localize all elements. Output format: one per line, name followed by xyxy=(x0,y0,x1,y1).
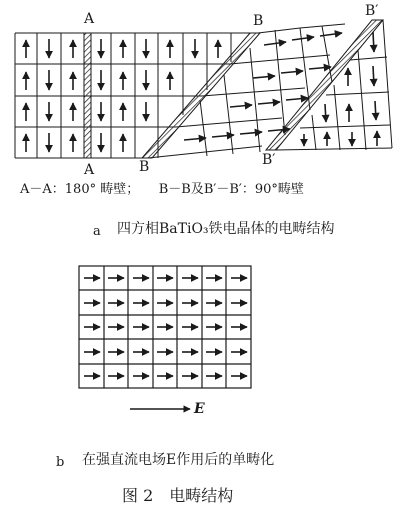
label-a-bottom: A xyxy=(84,162,95,178)
label-b-bottom: B xyxy=(139,159,150,175)
figure-title: 图 2 电畴结构 xyxy=(122,486,234,505)
wall-a-a xyxy=(84,33,91,158)
single-domain-grid xyxy=(79,266,251,388)
domain-walls xyxy=(84,20,383,158)
caption-a-letter: a xyxy=(93,224,101,239)
field-label-e: E xyxy=(194,401,205,417)
domain-wall-legend: A－A：180° 畴壁； B－B及B′－B′：90°畴壁 xyxy=(20,182,304,197)
label-a-top: A xyxy=(84,11,95,27)
label-bp-bottom: B′ xyxy=(262,152,276,168)
label-b-top: B xyxy=(253,13,264,29)
aligned-polarization-arrows xyxy=(84,278,247,376)
domain-structure-diagram xyxy=(0,0,400,180)
caption-b-letter: b xyxy=(56,455,65,470)
left-grid xyxy=(15,33,260,158)
caption-b: 在强直流电场E作用后的单畴化 xyxy=(82,452,275,468)
label-bp-top: B′ xyxy=(365,3,379,19)
caption-a: 四方相BaTiO₃铁电晶体的电畴结构 xyxy=(117,221,335,237)
